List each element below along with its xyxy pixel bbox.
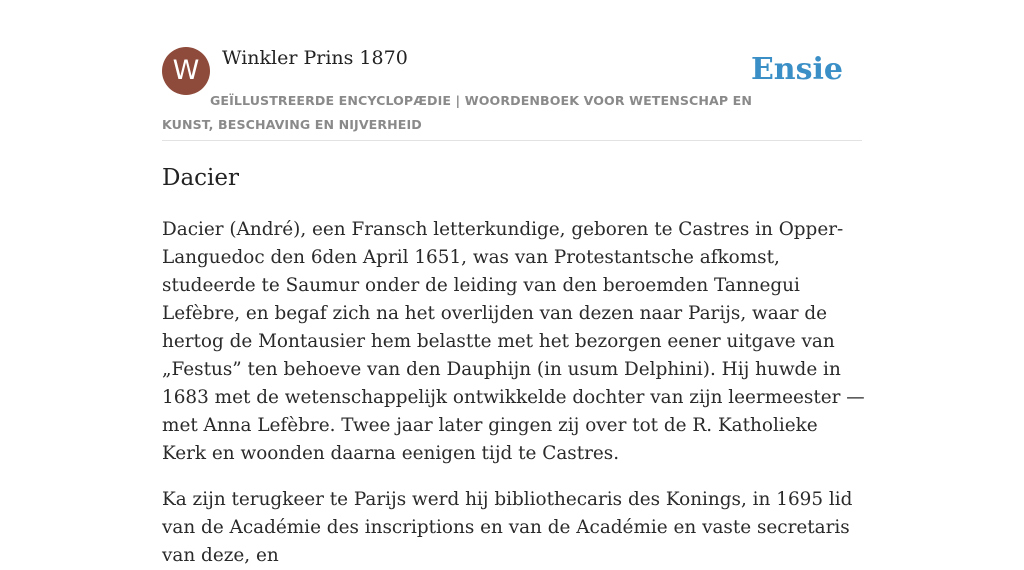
- article-paragraph: Ka zijn terugkeer te Parijs werd hij bibliothecaris des Konings, in 1695 lid van de Académie des inscriptions en van de Académie en vaste secretaris van deze, en: [162, 489, 853, 566]
- ensie-logo-link[interactable]: Ensie: [750, 52, 843, 87]
- avatar[interactable]: W: [162, 47, 210, 95]
- site-title-link[interactable]: Winkler Prins 1870: [222, 47, 408, 69]
- article-title: Dacier: [162, 165, 239, 191]
- site-header: [162, 46, 862, 141]
- site-subtitle: GEÏLLUSTREERDE ENCYCLOPÆDIE | WOORDENBOEK VOOR WETENSCHAP EN KUNST, BESCHAVING EN NIJVERHEID: [162, 93, 752, 132]
- article: [162, 160, 867, 570]
- article-paragraph: Dacier (André), een Fransch letterkundige, geboren te Castres in Opper-Languedoc den 6den April 1651, was van Protestantsche afkomst, studeerde te Saumur onder de leiding van den beroemden Tannegui Lefèbre, en begaf zich na het overlijden van dezen naar Parijs, waar de hertog de Montausier hem belastte met het bezorgen eener uitgave van „Festus” ten behoeve van den Dauphijn (in usum Delphini). Hij huwde in 1683 met de wetenschappelijk ontwikkelde dochter van zijn leermeester — met Anna Lefèbre. Twee jaar later gingen zij over tot de R. Katholieke Kerk en woonden daarna eenigen tijd te Castres.: [162, 219, 865, 464]
